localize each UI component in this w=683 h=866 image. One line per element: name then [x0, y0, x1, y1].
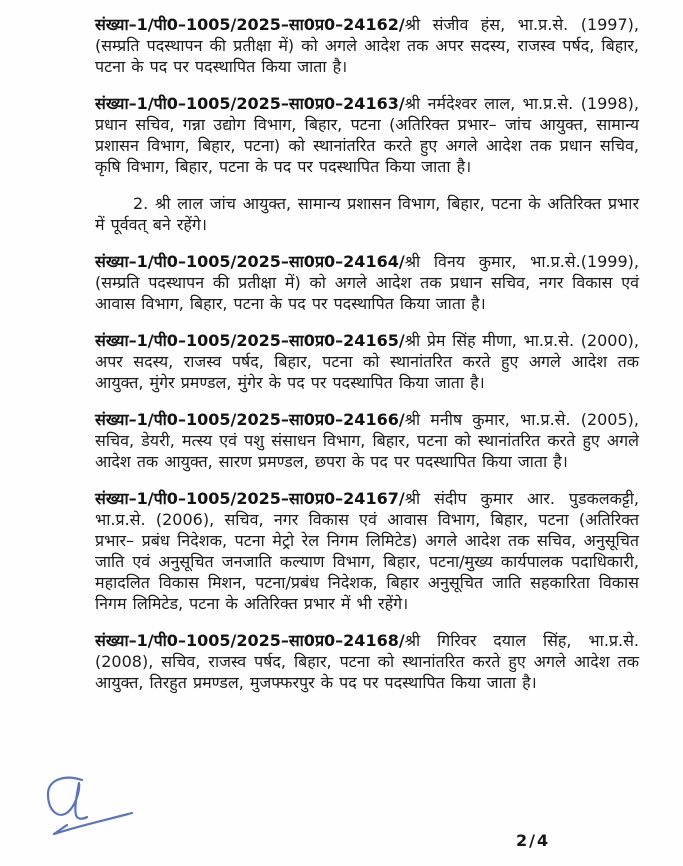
- order-reference-number: संख्या–1/पी0–1005/2025–सा0प्र0–24168/: [95, 631, 405, 650]
- pen-scribble-icon: [20, 774, 142, 848]
- order-text: श्री मनीष कुमार, भा.प्र.से. (2005), सचिव, डेयरी, मत्स्य एवं पशु संसाधन विभाग, बिहार, पटना को स्थानांतरित करते हुए अगले आदेश तक आयुक्त, सारण प्रमण्डल, छपरा के पद पर पदस्थापित किया जाता है।: [95, 410, 639, 471]
- order-paragraph-24167: [95, 488, 639, 614]
- order-paragraph-24168: [95, 630, 639, 693]
- order-reference-number: संख्या–1/पी0–1005/2025–सा0प्र0–24163/: [95, 94, 405, 113]
- order-reference-number: संख्या–1/पी0–1005/2025–सा0प्र0–24162/: [95, 15, 405, 34]
- order-paragraph-24163: [95, 93, 639, 177]
- order-paragraph-24166: [95, 409, 639, 472]
- order-text: 2. श्री लाल जांच आयुक्त, सामान्य प्रशासन विभाग, बिहार, पटना के अतिरिक्त प्रभार में पूर्ववत् बने रहेंगे।: [95, 194, 639, 234]
- order-paragraph-24162: [95, 14, 639, 77]
- order-text: श्री गिरिवर दयाल सिंह, भा.प्र.से. (2008), सचिव, राजस्व पर्षद, बिहार, पटना को स्थानांतरित करते हुए अगले आदेश तक आयुक्त, तिरहुत प्रमण्डल, मुजफ्फरपुर के पद पर पदस्थापित किया जाता है।: [95, 631, 639, 692]
- order-text: श्री संदीप कुमार आर. पुडकलकट्टी, भा.प्र.से. (2006), सचिव, नगर विकास एवं आवास विभाग, बिहार, पटना (अतिरिक्त प्रभार– प्रबंध निदेशक, पटना मेट्रो रेल निगम लिमिटेड) अगले आदेश तक सचिव, अनुसूचित जाति एवं अनुसूचित जनजाति कल्याण विभाग, बिहार, पटना/मुख्य कार्यपालक पदाधिकारी, महादलित विकास मिशन, पटना/प्रबंध निदेशक, बिहार अनुसूचित जाति सहकारिता विकास निगम लिमिटेड, पटना के अतिरिक्त प्रभार में भी रहेंगे।: [95, 489, 639, 613]
- order-reference-number: संख्या–1/पी0–1005/2025–सा0प्र0–24164/: [95, 252, 405, 271]
- order-paragraph-24164: [95, 251, 639, 314]
- page-number: 2/4: [516, 831, 551, 850]
- order-reference-number: संख्या–1/पी0–1005/2025–सा0प्र0–24165/: [95, 331, 405, 350]
- order-text: श्री नर्मदेश्वर लाल, भा.प्र.से. (1998), प्रधान सचिव, गन्ना उद्योग विभाग, बिहार, पटना (अतिरिक्त प्रभार– जांच आयुक्त, सामान्य प्रशासन विभाग, बिहार, पटना) को स्थानांतरित करते हुए अगले आदेश तक प्रधान सचिव, कृषि विभाग, बिहार, पटना के पद पर पदस्थापित किया जाता है।: [95, 94, 639, 176]
- order-reference-number: संख्या–1/पी0–1005/2025–सा0प्र0–24166/: [95, 410, 405, 429]
- order-reference-number: संख्या–1/पी0–1005/2025–सा0प्र0–24167/: [95, 489, 405, 508]
- order-subclause-note: [95, 193, 639, 235]
- order-text: श्री संजीव हंस, भा.प्र.से. (1997), (सम्प्रति पदस्थापन की प्रतीक्षा में) को अगले आदेश तक अपर सदस्य, राजस्व पर्षद, बिहार, पटना के पद पर पदस्थापित किया जाता है।: [95, 15, 639, 76]
- order-text: श्री विनय कुमार, भा.प्र.से.(1999), (सम्प्रति पदस्थापन की प्रतीक्षा में) को अगले आदेश तक प्रधान सचिव, नगर विकास एवं आवास विभाग, बिहार, पटना के पद पर पदस्थापित किया जाता है।: [95, 252, 639, 313]
- order-text: श्री प्रेम सिंह मीणा, भा.प्र.से. (2000), अपर सदस्य, राजस्व पर्षद, बिहार, पटना को स्थानांतरित करते हुए अगले आदेश तक आयुक्त, मुंगेर प्रमण्डल, मुंगेर के पद पर पदस्थापित किया जाता है।: [95, 331, 639, 392]
- order-paragraph-24165: [95, 330, 639, 393]
